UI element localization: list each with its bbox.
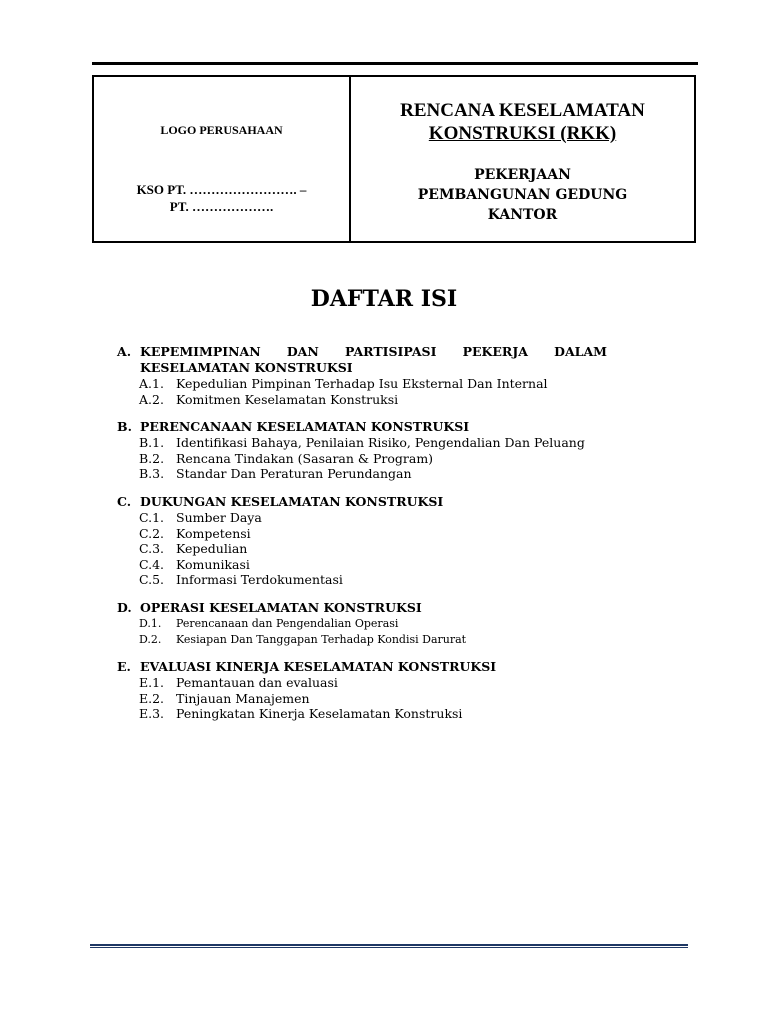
item-text: Peningkatan Kinerja Keselamatan Konstruksi	[176, 706, 463, 722]
document-header	[92, 75, 696, 243]
toc-section-d	[117, 600, 607, 647]
item-text: Rencana Tindakan (Sasaran & Program)	[176, 450, 434, 466]
item-number: D.2.	[139, 632, 162, 646]
item-number: A.2.	[139, 391, 164, 407]
table-of-contents	[117, 344, 607, 734]
item-number: D.1.	[139, 616, 162, 630]
toc-item	[117, 616, 607, 632]
toc-item	[117, 541, 607, 557]
item-number: C.1.	[139, 509, 165, 525]
item-text: Pemantauan dan evaluasi	[176, 675, 338, 691]
toc-item	[117, 451, 607, 467]
item-number: C.3.	[139, 541, 165, 557]
toc-title: DAFTAR ISI	[310, 286, 458, 312]
toc-item	[117, 572, 607, 588]
item-number: E.3.	[139, 706, 165, 722]
kso-line-1: KSO PT. ……………………. –	[136, 182, 307, 197]
toc-item	[117, 435, 607, 451]
item-text: Kepedulian Pimpinan Terhadap Isu Eksternal Dan Internal	[176, 376, 548, 391]
item-text: Kepedulian	[176, 541, 248, 557]
top-rule	[92, 62, 698, 65]
project-name	[351, 165, 694, 225]
project-line-2: PEMBANGUNAN GEDUNG	[417, 187, 628, 203]
company-cell	[94, 77, 351, 241]
kso-company-name	[94, 181, 349, 215]
toc-item	[117, 392, 607, 408]
toc-section-e	[117, 659, 607, 722]
toc-item	[117, 510, 607, 526]
item-text: Standar Dan Peraturan Perundangan	[176, 466, 412, 482]
item-number: C.5.	[139, 572, 165, 588]
section-title: EVALUASI KINERJA KESELAMATAN KONSTRUKSI	[140, 659, 497, 675]
section-letter: D.	[117, 599, 132, 615]
section-title: KEPEMIMPINAN DAN PARTISIPASI PEKERJA DALAM	[140, 344, 607, 359]
footer-rule	[90, 944, 688, 948]
toc-item	[117, 632, 607, 648]
item-text: Kesiapan Dan Tanggapan Terhadap Kondisi Darurat	[176, 632, 467, 646]
company-logo-placeholder: LOGO PERUSAHAAN	[160, 123, 283, 137]
kso-line-2: PT. ……………….	[169, 199, 274, 214]
item-number: E.2.	[139, 690, 165, 706]
toc-item	[117, 526, 607, 542]
toc-item	[117, 675, 607, 691]
item-number: C.2.	[139, 525, 165, 541]
item-text: Sumber Daya	[176, 509, 262, 525]
item-number: B.1.	[139, 435, 165, 451]
toc-section-a	[117, 344, 607, 407]
section-title-continued: KESELAMATAN KONSTRUKSI	[140, 360, 353, 375]
section-letter: B.	[117, 419, 132, 435]
toc-item	[117, 557, 607, 573]
title-cell	[351, 77, 694, 241]
section-heading	[117, 600, 607, 616]
toc-item	[117, 706, 607, 722]
item-text: Perencanaan dan Pengendalian Operasi	[176, 616, 399, 630]
section-letter: A.	[117, 344, 132, 359]
section-heading	[117, 659, 607, 675]
item-text: Komunikasi	[176, 556, 250, 572]
title-line-2: KONSTRUKSI (RKK)	[428, 123, 617, 144]
item-number: E.1.	[139, 675, 165, 691]
item-number: B.3.	[139, 466, 165, 482]
section-heading	[117, 419, 607, 435]
toc-section-c	[117, 494, 607, 588]
section-letter: E.	[117, 659, 131, 675]
item-number: B.2.	[139, 450, 165, 466]
section-title: DUKUNGAN KESELAMATAN KONSTRUKSI	[140, 493, 444, 509]
project-line-3: KANTOR	[487, 207, 558, 223]
section-heading	[117, 494, 607, 510]
toc-item	[117, 376, 607, 392]
item-number: C.4.	[139, 556, 165, 572]
item-text: Identifikasi Bahaya, Penilaian Risiko, Pengendalian Dan Peluang	[176, 435, 585, 451]
toc-item	[117, 691, 607, 707]
section-title: PERENCANAAN KESELAMATAN KONSTRUKSI	[140, 419, 470, 435]
item-number: A.1.	[139, 376, 164, 391]
item-text: Kompetensi	[176, 525, 251, 541]
toc-section-b	[117, 419, 607, 482]
section-title: OPERASI KESELAMATAN KONSTRUKSI	[140, 599, 422, 615]
title-line-1: RENCANA KESELAMATAN	[400, 100, 645, 121]
section-heading	[117, 344, 607, 360]
project-line-1: PEKERJAAN	[474, 167, 571, 183]
document-title	[351, 99, 694, 145]
item-text: Komitmen Keselamatan Konstruksi	[176, 391, 399, 407]
toc-item	[117, 466, 607, 482]
item-text: Informasi Terdokumentasi	[176, 572, 343, 588]
item-text: Tinjauan Manajemen	[176, 690, 310, 706]
section-letter: C.	[117, 493, 132, 509]
